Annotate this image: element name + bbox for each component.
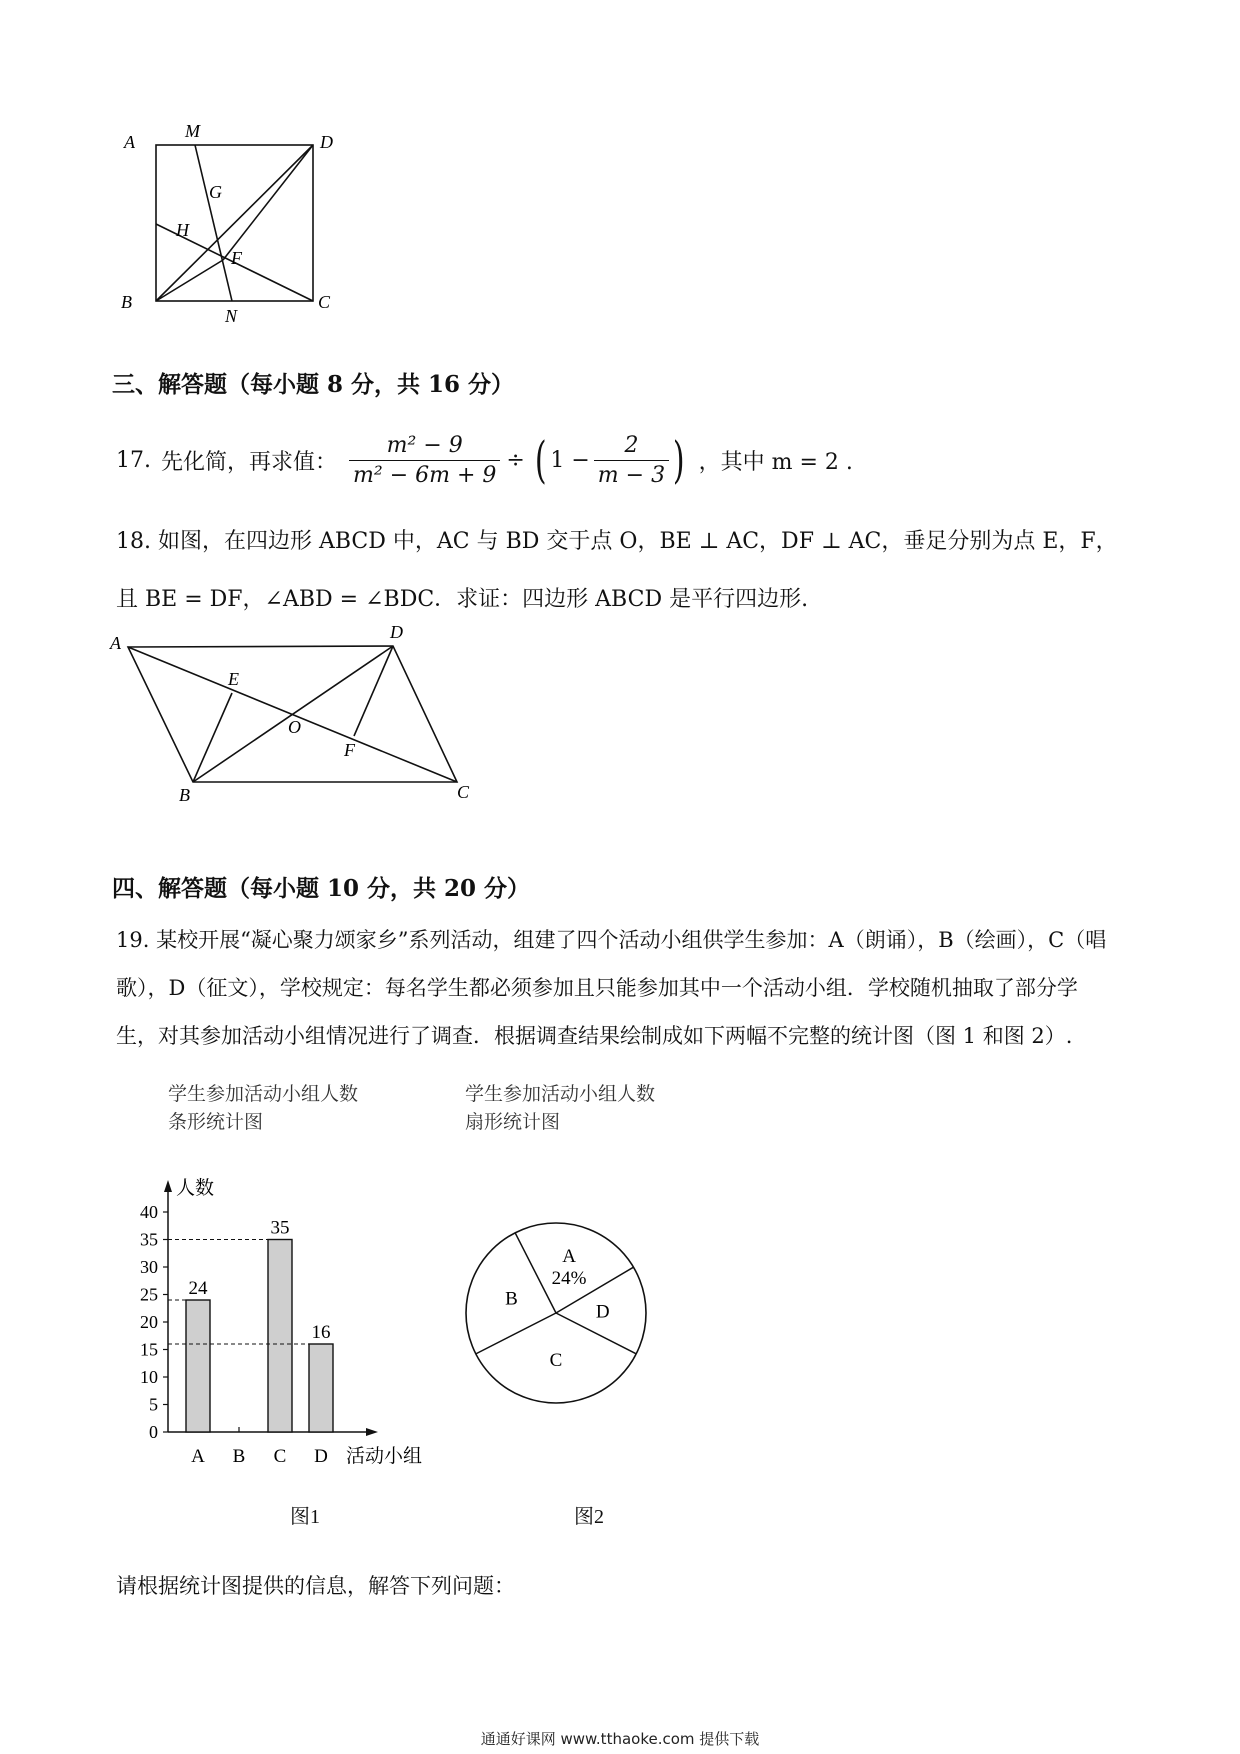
y-tick-label: 10 xyxy=(140,1367,158,1387)
pie-divider-0 xyxy=(515,1233,556,1313)
pie-label-B: B xyxy=(505,1288,518,1310)
bar-D xyxy=(309,1344,333,1432)
label-G: G xyxy=(209,182,222,202)
figure-2-caption: 图2 xyxy=(574,1506,604,1528)
y-tick-label: 0 xyxy=(149,1422,158,1442)
pie-chart-title: 学生参加活动小组人数 xyxy=(465,1083,656,1105)
bar-chart-title-block xyxy=(168,1080,358,1136)
question-17 xyxy=(116,428,853,492)
x-tick-label-B: B xyxy=(232,1446,246,1467)
segment-bf xyxy=(156,260,223,301)
q17-right-paren: ) xyxy=(672,431,685,489)
data-label-A: 24 xyxy=(188,1278,208,1299)
q17-inner-fraction xyxy=(594,433,669,488)
pie-divider-3 xyxy=(476,1313,556,1354)
bar-C xyxy=(268,1240,292,1433)
segment-mn xyxy=(195,145,232,301)
q19-line-1: 19. 某校开展“凝心聚力颂家乡”系列活动，组建了四个活动小组供学生参加：A（朗诵），B（绘画），C（唱 xyxy=(116,928,1107,952)
pie-percent-A: 24% xyxy=(551,1268,587,1290)
y-axis-arrow xyxy=(164,1180,172,1192)
y-tick-label: 25 xyxy=(140,1284,158,1305)
x-axis-label: 活动小组 xyxy=(346,1446,423,1467)
q19-line-2: 歌），D（征文），学校规定：每名学生都必须参加且只能参加其中一个活动小组．学校随机抽取了部分学 xyxy=(116,976,1078,1000)
bar-A xyxy=(186,1300,210,1432)
bar-chart-subtitle: 条形统计图 xyxy=(168,1111,264,1133)
q19-tail: 请根据统计图提供的信息，解答下列问题： xyxy=(116,1574,515,1598)
segment-fd xyxy=(223,145,313,260)
q17-prefix: 先化简，再求值： xyxy=(161,449,338,475)
q17-numerator: m² − 9 xyxy=(386,432,463,458)
label-C: C xyxy=(318,292,331,312)
q17-number: 17. xyxy=(116,447,151,473)
x-tick-label-C: C xyxy=(273,1446,287,1467)
section-3-title: 三、解答题（每小题 8 分，共 16 分） xyxy=(112,371,515,398)
bar-chart-title: 学生参加活动小组人数 xyxy=(168,1083,359,1105)
bar-chart xyxy=(120,1160,480,1490)
q18-line-2: 且 BE = DF，∠ABD = ∠BDC．求证：四边形 ABCD 是平行四边形. xyxy=(116,587,809,612)
footer-watermark: 通通好课网 www.tthaoke.com 提供下载 xyxy=(480,1730,760,1748)
label-O: O xyxy=(288,717,301,737)
pie-label-C: C xyxy=(549,1349,563,1371)
pie-chart xyxy=(460,1220,660,1420)
y-axis-label: 人数 xyxy=(176,1178,215,1199)
q17-left-paren: ( xyxy=(534,431,547,489)
figure-1-caption: 图1 xyxy=(290,1506,320,1528)
label-D: D xyxy=(320,132,333,152)
data-label-D: 16 xyxy=(311,1322,331,1343)
label-E: E xyxy=(228,669,239,689)
x-axis-arrow xyxy=(366,1428,378,1436)
label-A: A xyxy=(124,132,135,152)
q17-suffix: ，其中 m = 2 . xyxy=(698,449,853,475)
pie-label-A: A xyxy=(562,1246,576,1268)
label-A: A xyxy=(110,633,121,653)
y-tick-label: 15 xyxy=(140,1339,158,1360)
parallelogram-figure xyxy=(100,625,480,805)
q17-inner-numerator: 2 xyxy=(624,432,639,458)
label-H: H xyxy=(176,220,189,240)
q17-divide-sign: ÷ xyxy=(506,447,525,473)
q17-inner-denominator: m − 3 xyxy=(594,460,669,488)
x-tick-label-D: D xyxy=(314,1446,328,1467)
section-4-title: 四、解答题（每小题 10 分，共 20 分） xyxy=(112,875,531,902)
label-D: D xyxy=(390,625,403,642)
label-M: M xyxy=(185,121,200,141)
y-tick-label: 35 xyxy=(140,1229,158,1250)
y-tick-label: 5 xyxy=(149,1394,158,1415)
label-F: F xyxy=(231,248,242,268)
y-tick-label: 30 xyxy=(140,1257,158,1277)
pie-chart-subtitle: 扇形统计图 xyxy=(465,1111,561,1133)
x-tick-label-A: A xyxy=(191,1446,205,1467)
label-C: C xyxy=(457,782,470,802)
y-tick-label: 40 xyxy=(140,1202,158,1222)
y-tick-label: 20 xyxy=(140,1312,158,1332)
label-B: B xyxy=(179,785,190,805)
label-F: F xyxy=(344,740,355,760)
q17-main-fraction xyxy=(349,433,500,488)
pie-label-D: D xyxy=(595,1301,610,1323)
square-figure xyxy=(120,110,360,330)
q18-line-1: 18. 如图，在四边形 ABCD 中，AC 与 BD 交于点 O，BE ⊥ AC，DF ⊥ AC，垂足分别为点 E，F， xyxy=(116,529,1118,554)
pie-chart-title-block xyxy=(465,1080,655,1136)
data-label-C: 35 xyxy=(270,1217,290,1239)
q17-denominator: m² − 6m + 9 xyxy=(349,460,500,488)
label-B: B xyxy=(121,292,132,312)
label-N: N xyxy=(225,306,238,326)
q17-one-minus: 1 − xyxy=(550,447,590,473)
q19-line-3: 生，对其参加活动小组情况进行了调查．根据调查结果绘制成如下两幅不完整的统计图（图 1 和图 2）. xyxy=(116,1024,1073,1048)
